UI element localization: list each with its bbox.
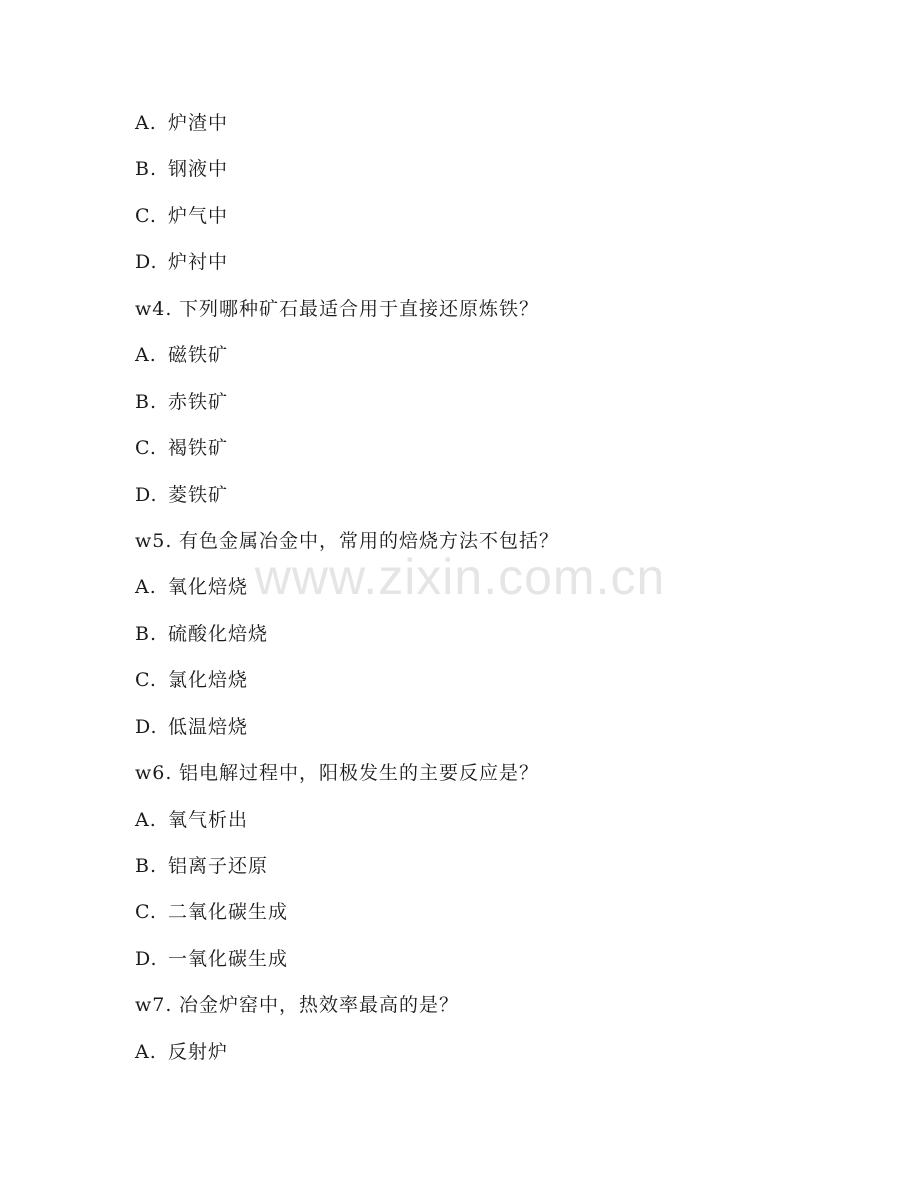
option-line — [135, 805, 835, 851]
option-letter: D. — [135, 947, 158, 970]
option-letter: B. — [135, 390, 158, 413]
question-number: w5. — [135, 529, 173, 552]
option-line — [135, 619, 835, 665]
option-letter: A. — [135, 112, 157, 134]
option-text: 炉衬中 — [168, 251, 229, 274]
option-line — [135, 247, 835, 293]
option-text: 褐铁矿 — [168, 437, 229, 460]
option-line — [135, 712, 835, 758]
option-text: 炉渣中 — [168, 112, 229, 134]
question-line — [135, 990, 835, 1036]
option-text: 铝离子还原 — [168, 855, 269, 877]
option-line — [135, 944, 835, 990]
question-number: w6. — [135, 762, 173, 785]
option-line — [135, 433, 835, 479]
option-letter: A. — [135, 576, 157, 599]
option-line — [135, 480, 835, 526]
option-letter: B. — [135, 158, 158, 181]
option-line — [135, 665, 835, 711]
option-line — [135, 851, 835, 897]
question-list — [135, 108, 835, 1083]
option-text: 磁铁矿 — [168, 344, 229, 367]
option-line — [135, 897, 835, 943]
option-line — [135, 201, 835, 247]
option-line — [135, 572, 835, 618]
option-letter: D. — [135, 483, 158, 506]
option-letter: A. — [135, 808, 157, 831]
option-line — [135, 108, 835, 154]
option-text: 低温焙烧 — [168, 715, 249, 738]
option-line — [135, 154, 835, 200]
option-text: 赤铁矿 — [168, 390, 229, 413]
option-line — [135, 1037, 835, 1083]
option-text: 炉气中 — [168, 204, 229, 227]
question-text: 冶金炉窑中，热效率最高的是？ — [179, 994, 460, 1017]
watermark: www.zixin.com.cn — [254, 549, 666, 605]
question-text: 有色金属冶金中，常用的焙烧方法不包括？ — [179, 529, 560, 552]
option-letter: C. — [135, 669, 157, 692]
question-number: w4. — [135, 297, 173, 320]
option-text: 菱铁矿 — [168, 483, 229, 506]
option-letter: D. — [135, 251, 158, 274]
option-text: 一氧化碳生成 — [168, 947, 289, 970]
option-letter: B. — [135, 622, 158, 645]
option-line — [135, 387, 835, 433]
option-text: 氯化焙烧 — [168, 669, 249, 692]
question-line — [135, 758, 835, 804]
question-text: 下列哪种矿石最适合用于直接还原炼铁？ — [179, 297, 540, 320]
option-letter: C. — [135, 437, 157, 460]
option-text: 反射炉 — [168, 1040, 229, 1063]
option-letter: C. — [135, 901, 157, 924]
question-line — [135, 526, 835, 572]
question-number: w7. — [135, 994, 173, 1017]
question-line — [135, 294, 835, 340]
option-text: 氧化焙烧 — [168, 576, 249, 599]
option-letter: C. — [135, 204, 157, 227]
option-letter: D. — [135, 715, 158, 738]
option-letter: A. — [135, 344, 157, 367]
option-text: 二氧化碳生成 — [168, 901, 289, 924]
option-line — [135, 340, 835, 386]
option-text: 硫酸化焙烧 — [168, 622, 269, 645]
option-text: 氧气析出 — [168, 808, 249, 831]
option-letter: A. — [135, 1040, 157, 1063]
option-letter: B. — [135, 855, 158, 877]
question-text: 铝电解过程中，阳极发生的主要反应是？ — [179, 762, 540, 785]
option-text: 钢液中 — [168, 158, 229, 181]
